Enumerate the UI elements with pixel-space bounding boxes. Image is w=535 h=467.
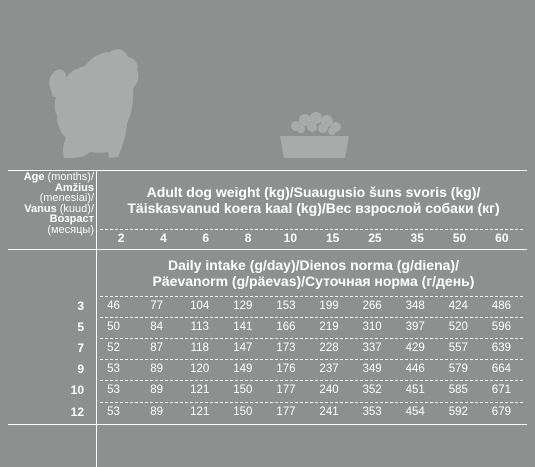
intake-header-line1: Daily intake (g/day)/Dienos norma (g/diena)/: [168, 257, 459, 273]
intake-cell: 77: [150, 300, 164, 312]
food-bowl-icon: [280, 112, 349, 158]
intake-cell: 266: [362, 300, 382, 312]
weight-cell: 4: [160, 231, 167, 245]
intake-cell: 429: [405, 342, 425, 354]
intake-cell: 118: [190, 342, 209, 354]
intake-cell: 241: [319, 406, 339, 418]
intake-cell: 50: [107, 321, 120, 333]
weight-cell: 35: [410, 231, 424, 245]
weight-header: [100, 184, 527, 216]
intake-cell: 219: [319, 321, 339, 333]
intake-cell: 424: [448, 300, 468, 312]
intake-cell: 177: [276, 384, 296, 396]
age-cell: 10: [70, 383, 84, 397]
intake-cell: 176: [276, 363, 296, 375]
age-unit-et: (kuud)/: [56, 202, 94, 215]
age-cell: 9: [77, 362, 84, 376]
intake-cell: 89: [150, 363, 164, 375]
intake-cell: 129: [233, 300, 253, 312]
intake-cell: 486: [491, 300, 511, 312]
illustration: [0, 0, 535, 170]
weight-header-line2: Täiskasvanud koera kaal (kg)/Вес взрослой собаки (кг): [127, 200, 500, 216]
table-row: [0, 402, 523, 422]
intake-cell: 52: [107, 342, 120, 354]
intake-cell: 177: [276, 406, 296, 418]
weight-cell: 10: [283, 231, 298, 245]
intake-cell: 451: [405, 384, 425, 396]
intake-cell: 228: [319, 342, 339, 354]
intake-cell: 46: [107, 300, 120, 312]
age-unit-ru: (месяцы): [47, 223, 94, 236]
intake-cell: 352: [362, 384, 382, 396]
weights-row: [100, 230, 523, 246]
table-row: [0, 317, 523, 337]
weight-header-line1: Adult dog weight (kg)/Suaugusio šuns svoris (kg)/: [146, 184, 481, 200]
intake-cell: 173: [276, 342, 296, 354]
intake-cell: 237: [319, 363, 339, 375]
intake-cell: 397: [405, 321, 425, 333]
age-unit-en: (months)/: [44, 171, 94, 183]
pomeranian-dog-silhouette-icon: [49, 49, 138, 158]
age-header: [8, 172, 94, 235]
weight-cell: 6: [202, 231, 210, 245]
table-row: [0, 380, 523, 400]
table-row: [0, 338, 523, 358]
age-unit-lt: (menesiai)/: [39, 192, 94, 204]
intake-cell: 349: [362, 363, 382, 375]
age-cell: 5: [77, 320, 84, 334]
weight-cell: 50: [452, 231, 467, 245]
intake-cell: 53: [107, 384, 120, 396]
intake-cell: 585: [448, 384, 468, 396]
intake-cell: 592: [448, 406, 468, 418]
age-label-en: Age: [23, 171, 45, 183]
intake-cell: 141: [233, 321, 253, 333]
intake-cell: 337: [362, 342, 382, 354]
intake-cell: 149: [233, 363, 253, 375]
weight-cell: 2: [117, 231, 125, 245]
intake-cell: 664: [491, 363, 511, 375]
table-bottom-rule: [8, 424, 527, 425]
table-row: [0, 359, 523, 379]
intake-cell: 87: [150, 342, 164, 354]
age-cell: 3: [77, 299, 84, 313]
table-row: [0, 296, 523, 316]
weight-cell: 25: [368, 231, 382, 245]
intake-cell: 150: [233, 406, 253, 418]
intake-cell: 671: [491, 384, 511, 396]
intake-cell: 166: [276, 321, 296, 333]
weight-cell: 60: [495, 231, 509, 245]
intake-cell: 150: [233, 384, 253, 396]
intake-cell: 348: [405, 300, 425, 312]
intake-cell: 454: [405, 406, 425, 418]
intake-cell: 147: [233, 342, 253, 354]
intake-cell: 120: [190, 363, 210, 375]
intake-cell: 353: [362, 406, 382, 418]
age-label-et: Vanus: [24, 202, 57, 215]
age-label-ru: Возраст: [49, 213, 94, 225]
age-label-lt: Amžius: [54, 181, 94, 194]
weight-cell: 15: [325, 231, 340, 245]
intake-cell: 639: [491, 342, 511, 354]
weight-cell: 8: [244, 231, 252, 245]
intake-cell: 121: [190, 406, 210, 418]
intake-cell: 89: [150, 406, 164, 418]
intake-cell: 579: [448, 363, 468, 375]
intake-cell: 53: [107, 406, 120, 418]
intake-cell: 89: [150, 384, 164, 396]
intake-cell: 121: [190, 384, 210, 396]
intake-cell: 679: [491, 406, 511, 418]
intake-header: [100, 257, 527, 289]
weights-bottom-rule: [8, 249, 527, 250]
intake-cell: 199: [319, 300, 339, 312]
intake-cell: 596: [491, 321, 511, 333]
intake-cell: 240: [319, 384, 339, 396]
intake-cell: 53: [107, 363, 120, 375]
intake-cell: 153: [276, 300, 296, 312]
intake-cell: 84: [150, 321, 164, 333]
intake-cell: 520: [448, 321, 468, 333]
intake-cell: 310: [362, 321, 382, 333]
intake-cell: 104: [190, 300, 210, 312]
age-cell: 12: [70, 405, 84, 419]
age-cell: 7: [77, 341, 84, 355]
intake-header-line2: Päevanorm (g/päevas)/Суточная норма (г/день): [152, 273, 475, 289]
intake-cell: 557: [448, 342, 468, 354]
intake-cell: 113: [190, 321, 209, 333]
intake-cell: 446: [405, 363, 425, 375]
